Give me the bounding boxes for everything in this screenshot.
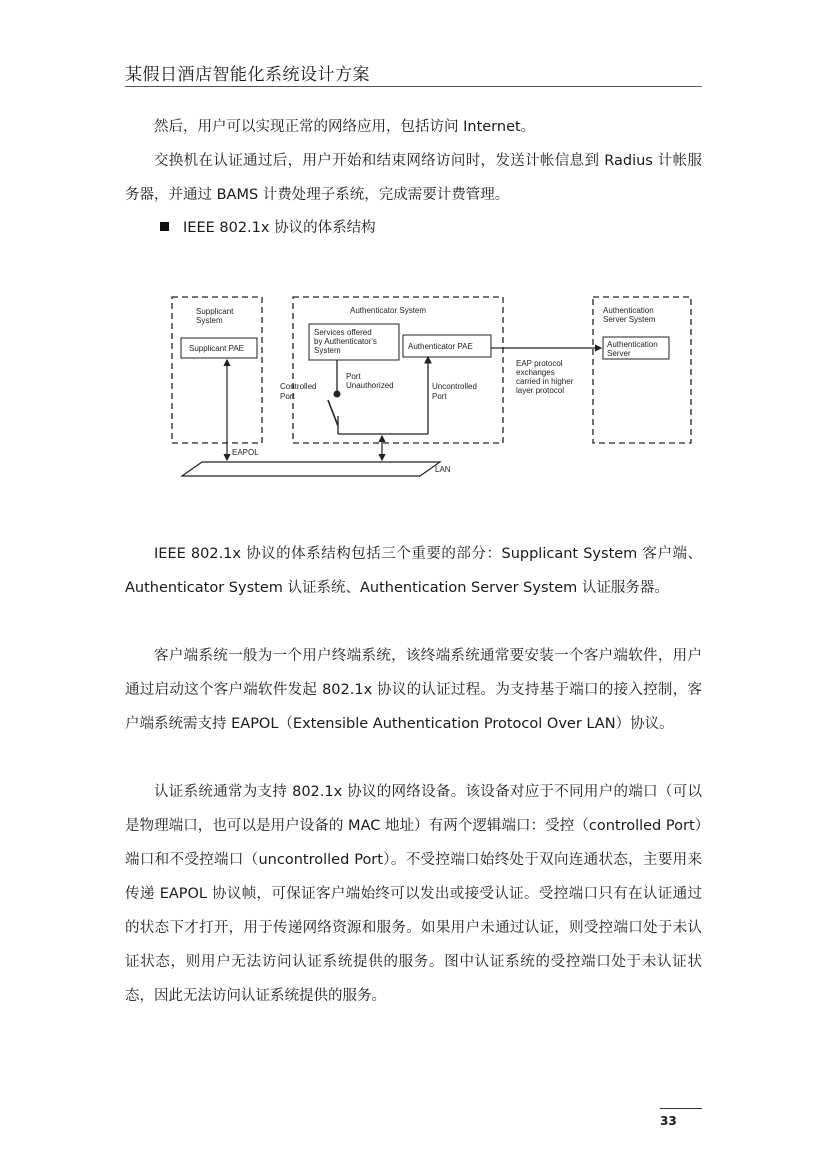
page-number: 33 bbox=[660, 1114, 677, 1128]
authenticator-system-label: Authenticator System bbox=[350, 306, 427, 315]
bullet-square-icon bbox=[160, 222, 169, 231]
header-rule bbox=[125, 86, 702, 87]
eap-protocol-line-3: carried in higher bbox=[516, 377, 574, 386]
paragraph-1: 然后，用户可以实现正常的网络应用，包括访问 Internet。 bbox=[154, 119, 536, 135]
diagram-connectors bbox=[160, 288, 540, 488]
paragraph-4: 客户端系统一般为一个用户终端系统，该终端系统通常要安装一个客户端软件，用户通过启动这个客户端软件发起 802.1x 协议的认证过程。为支持基于端口的接入控制，客户端系统需支持 EAPOL（Extensible Authentication Protocol Over LAN）协议。 bbox=[125, 648, 702, 732]
eap-protocol-line-1: EAP protocol bbox=[516, 359, 563, 368]
supplicant-pae-label: Supplicant PAE bbox=[189, 344, 244, 353]
services-offered-line-2: by Authenticator's bbox=[314, 337, 377, 346]
paragraph-2: 交换机在认证通过后，用户开始和结束网络访问时，发送计帐信息到 Radius 计帐服务器，并通过 BAMS 计费处理子系统，完成需要计费管理。 bbox=[125, 153, 702, 203]
bullet-heading-text: IEEE 802.1x 协议的体系结构 bbox=[183, 220, 376, 236]
controlled-port-label-2: Port bbox=[280, 392, 295, 401]
paragraph-3: IEEE 802.1x 协议的体系结构包括三个重要的部分：Supplicant System 客户端、Authenticator System 认证系统、Authentication Server System 认证服务器。 bbox=[125, 546, 702, 596]
lan-label: LAN bbox=[435, 465, 451, 474]
auth-server-label-1: Authentication bbox=[607, 340, 658, 349]
page-number-rule bbox=[660, 1108, 702, 1109]
services-offered-line-3: System bbox=[314, 346, 341, 355]
services-offered-line-1: Services offered bbox=[314, 328, 372, 337]
controlled-port-label-1: Controlled bbox=[280, 382, 317, 391]
uncontrolled-port-label-1: Uncontrolled bbox=[432, 382, 477, 391]
page-header-title: 某假日酒店智能化系统设计方案 bbox=[125, 65, 370, 85]
auth-server-label-2: Server bbox=[607, 349, 631, 358]
eap-protocol-line-2: exchanges bbox=[516, 368, 555, 377]
port-unauthorized-label-2: Unauthorized bbox=[346, 381, 394, 390]
uncontrolled-port-label-2: Port bbox=[432, 392, 447, 401]
supplicant-system-label-2: System bbox=[196, 316, 223, 325]
paragraph-5: 认证系统通常为支持 802.1x 协议的网络设备。该设备对应于不同用户的端口（可以是物理端口，也可以是用户设备的 MAC 地址）有两个逻辑端口：受控（controlled Port）端口和不受控端口（uncontrolled Port）。不受控端口始终处于双向连通状态，主要用来传递 EAPOL 协议帧，可保证客户端始终可以发出或接受认证。受控端口只有在认证通过的状态下才打开，用于传递网络资源和服务。如果用户未通过认证，则受控端口处于未认证状态，则用户无法访问认证系统提供的服务。图中认证系统的受控端口处于未认证状态，因此无法访问认证系统提供的服务。 bbox=[125, 784, 702, 1004]
authenticator-pae-label: Authenticator PAE bbox=[408, 342, 473, 351]
eap-protocol-line-4: layer protocol bbox=[516, 386, 565, 395]
port-unauthorized-label-1: Port bbox=[346, 372, 361, 381]
auth-server-system-label-2: Server System bbox=[603, 315, 656, 324]
bullet-heading bbox=[160, 211, 376, 245]
auth-server-system-label-1: Authentication bbox=[603, 306, 654, 315]
supplicant-system-label-1: Supplicant bbox=[196, 307, 234, 316]
eapol-label: EAPOL bbox=[232, 448, 259, 457]
